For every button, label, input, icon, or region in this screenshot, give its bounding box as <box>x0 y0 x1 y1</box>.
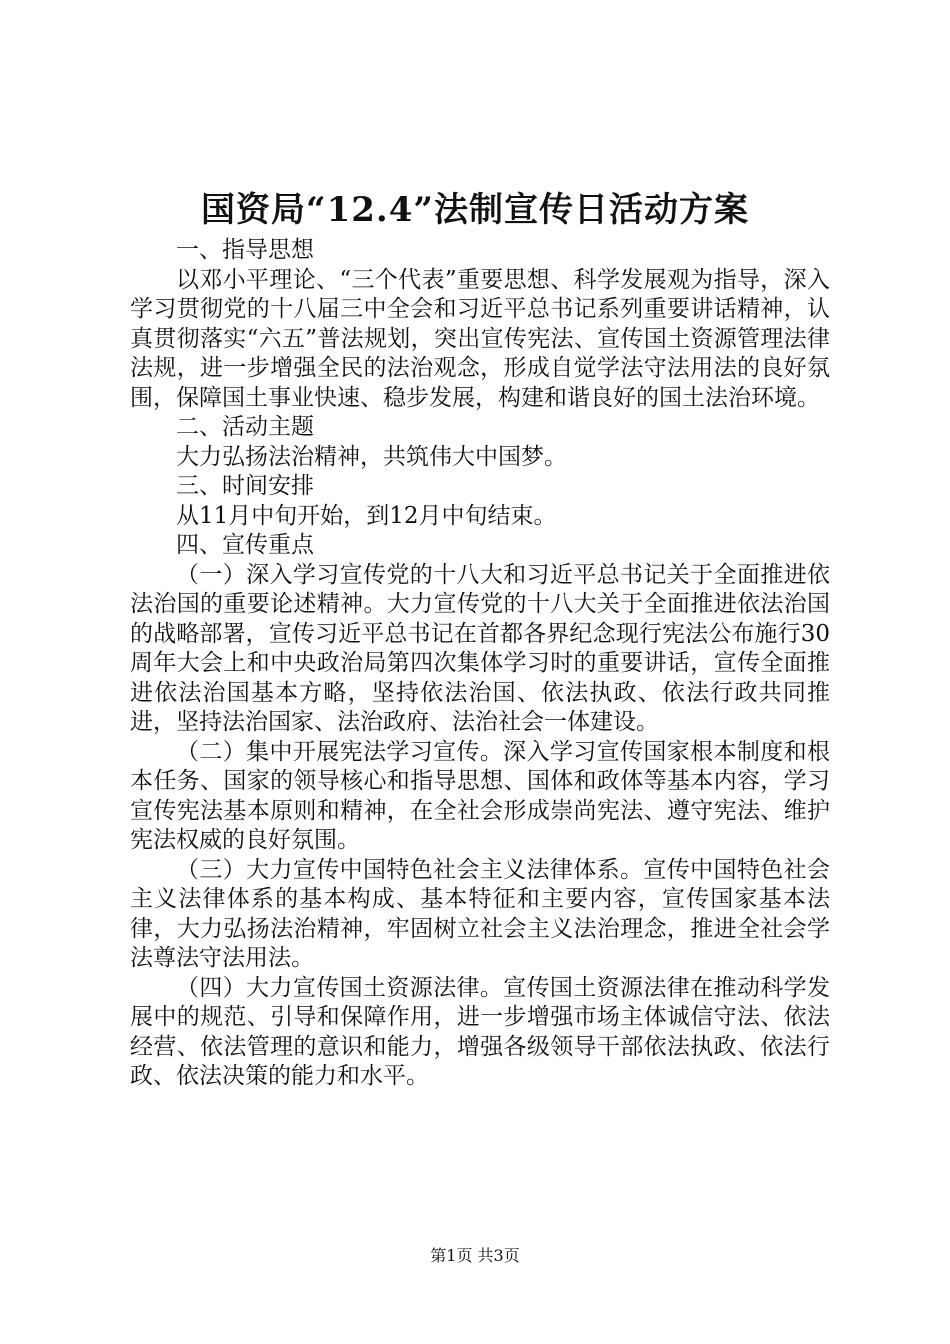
paragraph-schedule: 从11月中旬开始，到12月中旬结束。 <box>176 502 557 529</box>
paragraph-activity-theme: 大力弘扬法治精神，共筑伟大中国梦。 <box>176 443 567 470</box>
section-heading-publicity-focus: 四、宣传重点 <box>176 532 314 558</box>
paragraph-guiding-ideology: 以邓小平理论、“三个代表”重要思想、科学发展观为指导，深入学习贯彻党的十八届三中全会和习近平总书记系列重要讲话精神，认真贯彻落实“六五”普法规划，突出宣传宪法、宣传国土资源管理法律法规，进一步增强全民的法治观念，形成自觉学法守法用法的良好氛围，保障国土事业快速、稳步发展，构建和谐良好的国土法治环境。 <box>130 266 830 411</box>
section-heading-guiding-ideology: 一、指导思想 <box>176 237 314 263</box>
section-heading-schedule: 三、时间安排 <box>176 473 314 499</box>
document-body <box>130 236 830 1092</box>
paragraph-focus-3: （三）大力宣传中国特色社会主义法律体系。宣传中国特色社会主义法律体系的基本构成、基本特征和主要内容，宣传国家基本法律，大力弘扬法治精神，牢固树立社会主义法治理念，推进全社会学法尊法守法用法。 <box>130 856 830 971</box>
paragraph-focus-1: （一）深入学习宣传党的十八大和习近平总书记关于全面推进依法治国的重要论述精神。大力宣传党的十八大关于全面推进依法治国的战略部署，宣传习近平总书记在首都各界纪念现行宪法公布施行30周年大会上和中央政治局第四次集体学习时的重要讲话，宣传全面推进依法治国基本方略，坚持依法治国、依法执政、依法行政共同推进，坚持法治国家、法治政府、法治社会一体建设。 <box>130 561 830 735</box>
paragraph-focus-4: （四）大力宣传国土资源法律。宣传国土资源法律在推动科学发展中的规范、引导和保障作用，进一步增强市场主体诚信守法、依法经营、依法管理的意识和能力，增强各级领导干部依法执政、依法行政、依法决策的能力和水平。 <box>130 974 830 1089</box>
paragraph-focus-2: （二）集中开展宪法学习宣传。深入学习宣传国家根本制度和根本任务、国家的领导核心和指导思想、国体和政体等基本内容，学习宣传宪法基本原则和精神，在全社会形成崇尚宪法、遵守宪法、维护宪法权威的良好氛围。 <box>130 738 830 853</box>
page-indicator: 第1页 共3页 <box>430 1246 520 1265</box>
section-heading-activity-theme: 二、活动主题 <box>176 414 314 440</box>
document-title: 国资局“12.4”法制宣传日活动方案 <box>201 190 749 230</box>
